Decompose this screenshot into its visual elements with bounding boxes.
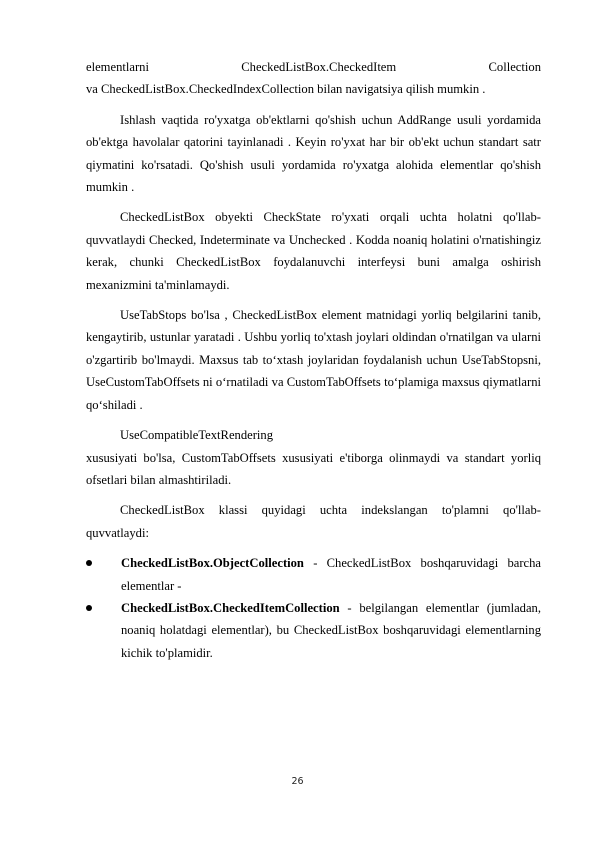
list-item-text: - CheckedListBox boshqaruvidagi barcha elementlar - <box>121 556 541 593</box>
list-item <box>86 597 541 664</box>
collection-list <box>86 552 541 664</box>
paragraph-1-line-2: va CheckedListBox.CheckedIndexCollection bilan navigatsiya qilish mumkin . <box>86 82 486 97</box>
bullet-icon <box>86 560 92 566</box>
document-body <box>86 56 541 664</box>
paragraph-1-line-1: elementlarni CheckedListBox.CheckedItem Collection <box>86 60 541 74</box>
list-item-term: CheckedListBox.ObjectCollection <box>121 556 304 571</box>
paragraph-6: CheckedListBox klassi quyidagi uchta indekslangan to'plamni qo'llab- quvvatlaydi: <box>86 503 541 540</box>
bullet-icon <box>86 605 92 611</box>
paragraph-5-line-1: UseCompatibleTextRendering <box>120 428 274 443</box>
list-item-text: - belgilangan elementlar (jumladan, noaniq holatdagi elementlar), bu CheckedListBox boshqaruvidagi elementlarning kichik to'plamidir. <box>121 600 541 660</box>
paragraph-2: Ishlash vaqtida ro'yxatga ob'ektlarni qo'shish uchun AddRange usuli yordamida ob'ektga havolalar qatorini tayinlanadi . Keyin ro'yxat har bir ob'ekt uchun standart satr qiymatini ko'rsatadi. Qo'shish usuli yordamida ro'yxatga alohida elementlar qo'shish mumkin . <box>86 112 541 195</box>
paragraph-5-body: xususiyati bo'lsa, CustomTabOffsets xususiyati e'tiborga olinmaydi va standart yorliq ofsetlari bilan almashtiriladi. <box>86 450 541 487</box>
page-number: 26 <box>291 776 304 787</box>
paragraph-3: CheckedListBox obyekti CheckState ro'yxati orqali uchta holatni qo'llab- quvvatlaydi Checked, Indeterminate va Unchecked . Kodda noaniq holatini o'rnatishingiz kerak, chunki CheckedListBox foydalanuvchi interfeysi buni amalga oshirish mexanizmini ta'minlamaydi. <box>86 210 541 292</box>
list-item <box>86 552 541 597</box>
list-item-term: CheckedListBox.CheckedItemCollection <box>121 600 340 615</box>
paragraph-4: UseTabStops bo'lsa , CheckedListBox element matnidagi yorliq belgilarini tanib, kengaytirib, ustunlar yaratadi . Ushbu yorliq to'xtash joylari oldindan o'rnatilgan va ularni o'zgartirib bo'lmaydi. Maxsus tab to‘xtash joylaridan foydalanish uchun UseTabStopsni, UseCustomTabOffsets ni o‘rnatiladi va CustomTabOffsets to‘plamiga maxsus qiymatlarni qo‘shiladi . <box>86 308 541 412</box>
